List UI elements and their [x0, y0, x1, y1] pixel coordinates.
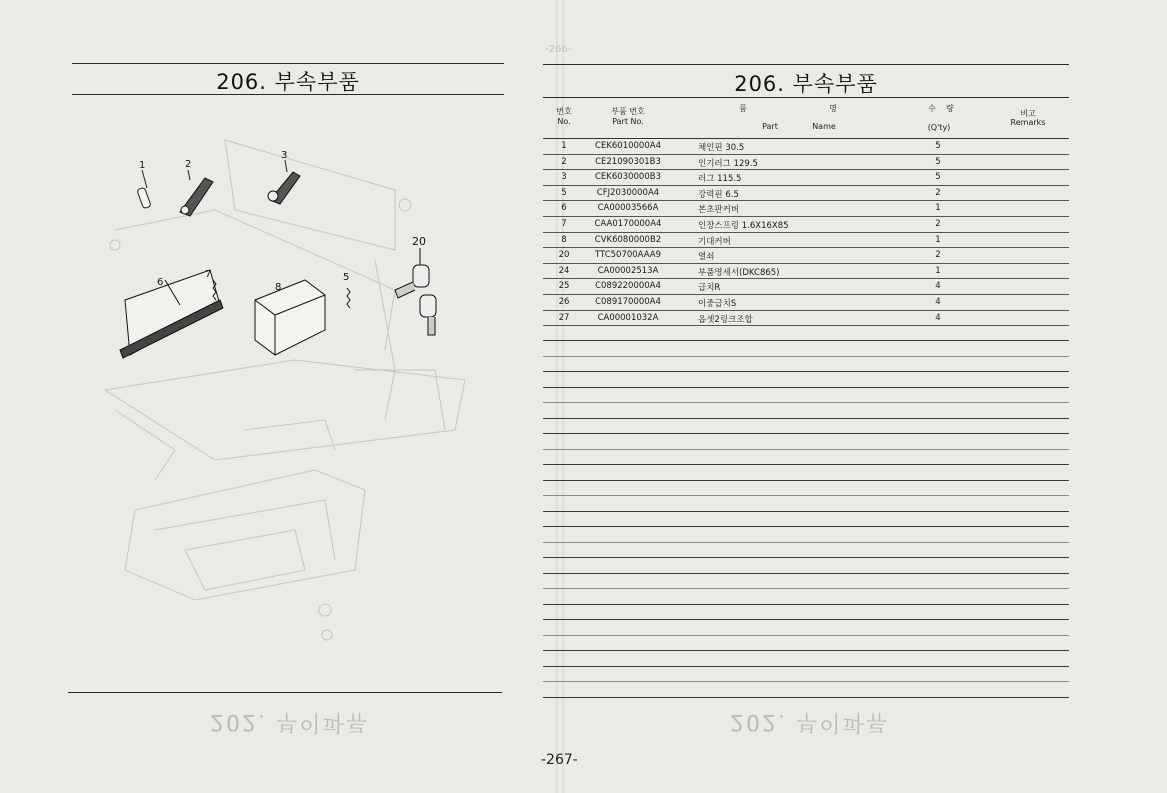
- blank-rule: [543, 495, 1069, 496]
- quantity: 2: [935, 250, 941, 261]
- row-number: 1: [561, 141, 567, 151]
- table-row: [543, 233, 1069, 249]
- row-number: 20: [558, 250, 570, 261]
- blank-rule: [543, 511, 1069, 512]
- left-page: [0, 0, 560, 793]
- header-remarks-kr: 비고: [1020, 109, 1036, 118]
- callout-8: 8: [275, 282, 282, 293]
- table-row: [543, 155, 1069, 171]
- title-rule-top: [72, 63, 504, 64]
- part-number: CVK6080000B2: [594, 234, 662, 245]
- blank-rule: [543, 557, 1069, 558]
- row-number: 7: [561, 219, 567, 229]
- part-6-cover-plate: [120, 269, 223, 358]
- callout-20: 20: [412, 235, 426, 248]
- part-name: 체인핀 30.5: [698, 143, 745, 153]
- header-name-kr2: 명: [829, 104, 837, 113]
- blank-rule: [543, 697, 1069, 698]
- part-name: 강력핀 6.5: [698, 189, 739, 200]
- blank-rule: [543, 464, 1069, 465]
- right-title-rule-top: [543, 64, 1069, 65]
- part-name: 인장스프링 1.6X16X85: [698, 221, 789, 231]
- header-qty-kr1: 수: [928, 104, 936, 113]
- blank-rule: [543, 681, 1069, 682]
- header-qty-en: (Q'ty): [927, 123, 951, 132]
- row-number: 26: [558, 297, 570, 307]
- blank-rule: [543, 433, 1069, 434]
- row-number: 8: [561, 234, 567, 245]
- row-number: 3: [561, 172, 567, 183]
- part-number: CFJ2030000A4: [596, 187, 660, 198]
- part-name: 러그 115.5: [698, 174, 742, 185]
- blank-rule: [543, 449, 1069, 450]
- header-no-kr: 번호: [556, 107, 572, 116]
- row-number: 6: [561, 203, 567, 214]
- part-number: C089220000A4: [595, 281, 661, 292]
- callout-1: 1: [139, 160, 146, 171]
- callout-5: 5: [343, 272, 350, 283]
- right-mirrored-bleed: 202. 부이파류: [730, 709, 889, 734]
- part-name: 급치R: [698, 283, 721, 294]
- row-number: 2: [561, 156, 567, 167]
- quantity: 1: [935, 234, 941, 245]
- blank-rule: [543, 588, 1069, 589]
- quantity: 1: [935, 265, 941, 276]
- part-number: CA00002513A: [597, 265, 659, 276]
- right-page-title: 206. 부속부품: [734, 72, 878, 96]
- quantity: 4: [935, 312, 941, 323]
- part-number: CA00001032A: [597, 312, 659, 323]
- blank-rule: [543, 666, 1069, 667]
- blank-rule: [543, 356, 1069, 357]
- header-name-en1: Part: [762, 122, 778, 131]
- part-number: C089170000A4: [595, 297, 661, 307]
- part-name: 부품명세서(DKC865): [698, 267, 780, 278]
- part-number: CAA0170000A4: [594, 219, 662, 229]
- row-number: 27: [558, 312, 570, 323]
- callout-6: 6: [157, 277, 164, 288]
- table-row: [543, 279, 1069, 295]
- part-number: CEK6010000A4: [595, 141, 661, 151]
- blank-rule: [543, 604, 1069, 605]
- header-name-kr1: 품: [739, 104, 747, 113]
- blank-rule: [543, 418, 1069, 419]
- left-mirrored-bleed: 202. 부이파류: [210, 709, 369, 734]
- quantity: 1: [935, 203, 941, 214]
- blank-rule: [543, 542, 1069, 543]
- part-5-spring-pin: [343, 272, 350, 308]
- part-20-keys: [395, 235, 436, 335]
- quantity: 4: [935, 281, 941, 292]
- part-number: CEK6030000B3: [595, 172, 661, 183]
- header-qty-kr2: 량: [946, 104, 954, 113]
- blank-rule: [543, 340, 1069, 341]
- header-part-en: Part No.: [612, 117, 644, 126]
- table-row: [543, 295, 1069, 311]
- blank-rule: [543, 480, 1069, 481]
- callout-3: 3: [281, 150, 288, 161]
- title-rule-bottom: [72, 94, 504, 95]
- quantity: 5: [935, 156, 941, 167]
- table-row: [543, 186, 1069, 202]
- header-remarks-en: Remarks: [1010, 118, 1046, 127]
- header-part-kr: 부품 번호: [611, 107, 645, 116]
- blank-rule: [543, 635, 1069, 636]
- part-number: CE21090301B3: [595, 156, 661, 167]
- header-name-en2: Name: [812, 122, 836, 131]
- right-title-rule-bottom: [543, 97, 1069, 98]
- callout-2: 2: [185, 159, 192, 170]
- page-number: -267-: [541, 752, 578, 768]
- left-bottom-rule: [68, 692, 502, 693]
- table-row: [543, 201, 1069, 217]
- quantity: 4: [935, 297, 941, 307]
- blank-rule: [543, 402, 1069, 403]
- part-2-lug: [180, 159, 213, 216]
- quantity: 2: [935, 187, 941, 198]
- part-number: CA00003566A: [597, 203, 659, 214]
- part-number: TTC50700AAA9: [594, 250, 662, 261]
- quantity: 2: [935, 219, 941, 229]
- blank-rule: [543, 573, 1069, 574]
- header-no-en: No.: [557, 117, 571, 126]
- part-name: 열쇠: [698, 252, 715, 263]
- left-page-title: 206. 부속부품: [216, 70, 360, 94]
- part-name: 옵셋2링크조합: [698, 314, 753, 325]
- quantity: 5: [935, 141, 941, 151]
- parts-diagram: [95, 130, 485, 660]
- table-row: [543, 217, 1069, 233]
- row-number: 25: [558, 281, 570, 292]
- row-rule: [543, 325, 1069, 326]
- part-3-lug: [268, 150, 300, 204]
- blank-rule: [543, 619, 1069, 620]
- part-1-pin: [137, 160, 151, 209]
- part-name: 본초판커버: [698, 205, 740, 216]
- right-bleed-top: -266-: [545, 44, 572, 55]
- callout-7: 7: [205, 269, 212, 280]
- table-row: [543, 248, 1069, 264]
- table-row: [543, 311, 1069, 327]
- table-row: [543, 170, 1069, 186]
- quantity: 5: [935, 172, 941, 183]
- blank-rule: [543, 526, 1069, 527]
- part-name: 기대커버: [698, 236, 731, 247]
- part-name: 이중급치S: [698, 299, 737, 309]
- table-row: [543, 264, 1069, 280]
- row-number: 24: [558, 265, 570, 276]
- row-number: 5: [561, 187, 567, 198]
- table-row: [543, 139, 1069, 155]
- part-name: 인기러그 129.5: [698, 158, 758, 169]
- blank-rule: [543, 371, 1069, 372]
- blank-rule: [543, 650, 1069, 651]
- part-8-cover: [255, 280, 325, 355]
- blank-rule: [543, 387, 1069, 388]
